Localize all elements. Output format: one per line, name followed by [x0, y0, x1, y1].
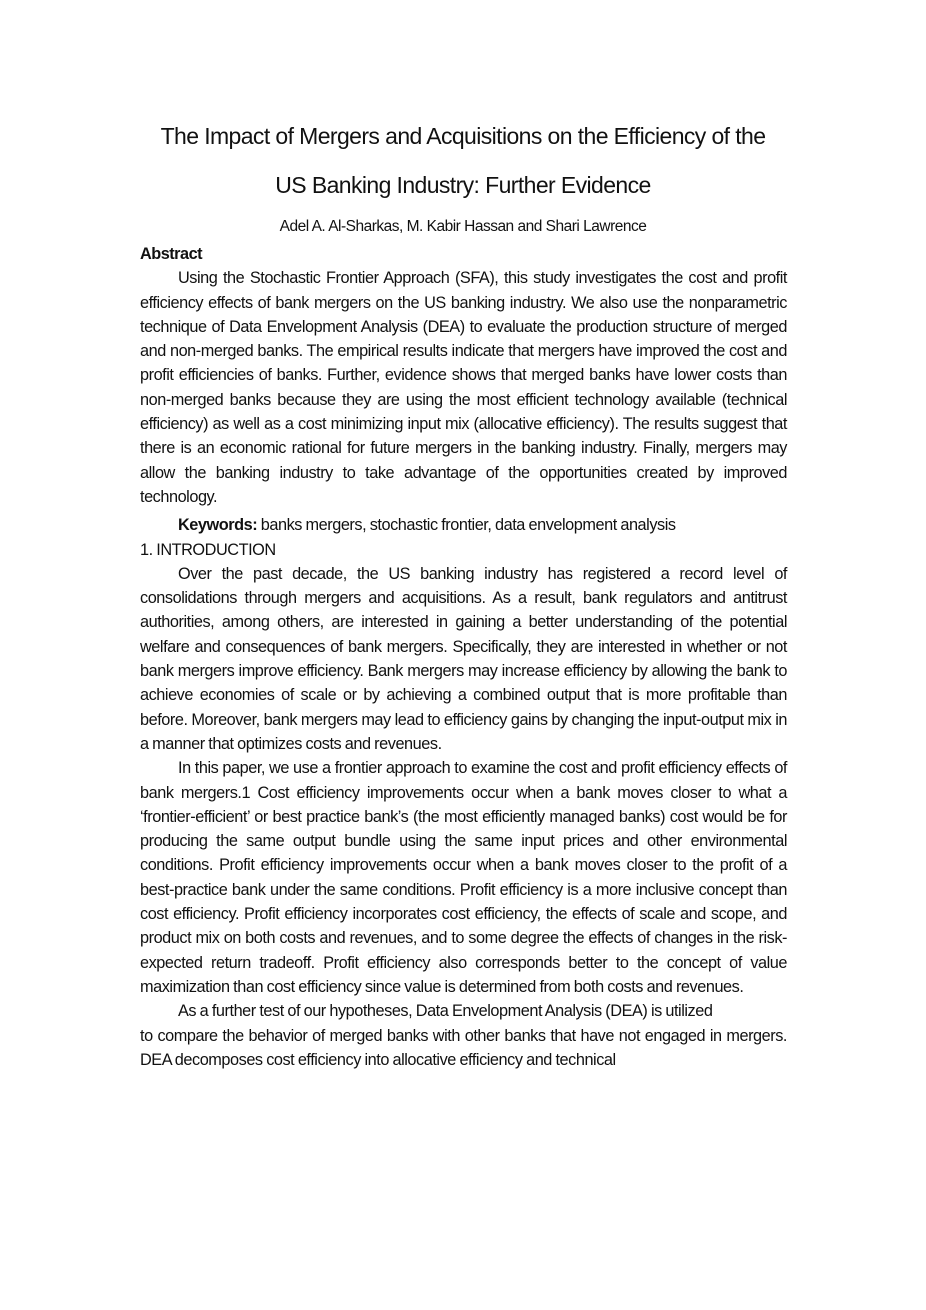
keywords-label: Keywords:	[178, 516, 258, 535]
abstract-text: Using the Stochastic Frontier Approach (SFA), this study investigates the cost and profit efficiency effects of bank mergers on the US banking industry. We also use the nonparametric technique of Data Envelopment Analysis (DEA) to evaluate the production structure of merged and non-merged banks. The empirical results indicate that mergers have improved the cost and profit efficiencies of banks. Further, evidence shows that merged banks have lower costs than non-merged banks because they are using the most efficient technology available (technical efficiency) as well as a cost minimizing input mix (allocative efficiency). The results suggest that there is an economic rational for future mergers in the banking industry. Finally, mergers may allow the banking industry to take advantage of the opportunities created by improved technology.	[140, 269, 787, 506]
keywords-text: banks mergers, stochastic frontier, data envelopment analysis	[257, 516, 676, 535]
intro-paragraph-2: In this paper, we use a frontier approach to examine the cost and profit efficiency effects of bank mergers.1 Cost efficiency improvements occur when a bank moves closer to what a ‘frontier-efficient’ or best practice bank’s (the most efficiently managed banks) cost would be for producing the same output bundle using the same input prices and other environmental conditions. Profit efficiency improvements occur when a bank moves closer to the profit of a best-practice bank under the same conditions. Profit efficiency is a more inclusive concept than cost efficiency. Profit efficiency incorporates cost efficiency, the effects of scale and scope, and product mix on both costs and revenues, and to some degree the effects of changes in the risk-expected return tradeoff. Profit efficiency also corresponds better to the concept of value maximization than cost efficiency since value is determined from both costs and revenues.	[140, 759, 787, 996]
abstract-heading: Abstract	[140, 245, 203, 263]
intro-paragraph-3-continued: to compare the behavior of merged banks with other banks that have not engaged in mergers. DEA decomposes cost efficiency into allocative efficiency and technical	[140, 1026, 787, 1069]
paper-title-line-1: The Impact of Mergers and Acquisitions on the Efficiency of the	[160, 123, 766, 149]
keywords	[140, 513, 787, 537]
intro-paragraph-1: Over the past decade, the US banking industry has registered a record level of consolidations through mergers and acquisitions. As a result, bank regulators and antitrust authorities, among others, are interested in gaining a better understanding of the potential welfare and consequences of bank mergers. Specifically, they are interested in whether or not bank mergers improve efficiency. Bank mergers may increase efficiency by allowing the bank to achieve economies of scale or by achieving a combined output that is more profitable than before. Moreover, bank mergers may lead to efficiency gains by changing the input-output mix in a manner that optimizes costs and revenues.	[140, 564, 787, 753]
paper-title-line-2: US Banking Industry: Further Evidence	[275, 172, 651, 198]
paper-body	[140, 242, 787, 1072]
authors: Adel A. Al-Sharkas, M. Kabir Hassan and Shari Lawrence	[279, 218, 647, 235]
section-heading-introduction: 1. INTRODUCTION	[140, 540, 276, 559]
intro-paragraph-3-start: As a further test of our hypotheses, Data Envelopment Analysis (DEA) is utilized	[178, 1002, 713, 1021]
